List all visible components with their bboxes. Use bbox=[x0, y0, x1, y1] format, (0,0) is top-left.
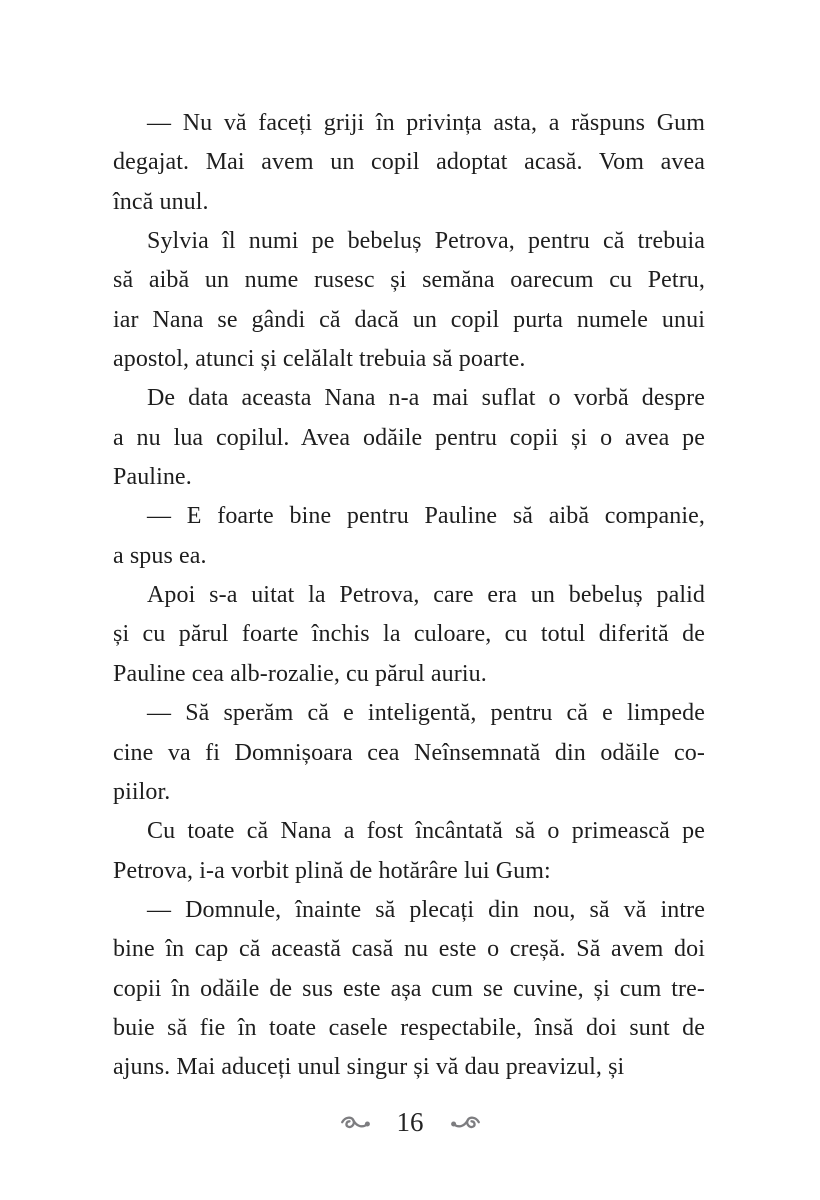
text-line: și cu părul foarte închis la culoare, cu totul diferită de bbox=[113, 621, 705, 648]
text-line: copii în odăile de sus este așa cum se cuvine, și cum tre- bbox=[113, 975, 705, 1002]
text-line: degajat. Mai avem un copil adoptat acasă. Vom avea bbox=[113, 149, 705, 176]
text-line: buie să fie în toate casele respectabile, însă doi sunt de bbox=[113, 1014, 705, 1041]
text-line: Petrova, i-a vorbit plină de hotărâre lui Gum: bbox=[113, 857, 551, 884]
text-line: bine în cap că această casă nu este o creșă. Să avem doi bbox=[113, 936, 705, 963]
text-line: — E foarte bine pentru Pauline să aibă companie, bbox=[147, 503, 705, 530]
right-flourish-ornament-icon bbox=[450, 1115, 481, 1134]
page-footer bbox=[0, 1106, 820, 1138]
left-flourish-ornament-icon bbox=[340, 1115, 371, 1134]
text-line: — Să sperăm că e inteligentă, pentru că e limpede bbox=[147, 700, 705, 727]
text-line: încă unul. bbox=[113, 188, 209, 215]
text-line: să aibă un nume rusesc și semăna oarecum cu Petru, bbox=[113, 267, 705, 294]
paragraph bbox=[113, 379, 705, 497]
text-line: Sylvia îl numi pe bebeluș Petrova, pentru că trebuia bbox=[147, 228, 705, 255]
text-line: a nu lua copilul. Avea odăile pentru copii și o avea pe bbox=[113, 424, 705, 451]
paragraph bbox=[113, 576, 705, 694]
text-line: Pauline. bbox=[113, 464, 192, 491]
paragraph bbox=[113, 497, 705, 576]
text-line: piilor. bbox=[113, 778, 171, 805]
paragraph bbox=[113, 694, 705, 812]
text-line: Cu toate că Nana a fost încântată să o primească pe bbox=[147, 818, 705, 845]
text-line: Apoi s-a uitat la Petrova, care era un bebeluș palid bbox=[147, 582, 705, 609]
text-line: cine va fi Domnișoara cea Neînsemnată din odăile co- bbox=[113, 739, 705, 766]
text-line: — Domnule, înainte să plecați din nou, să vă intre bbox=[147, 896, 705, 923]
text-line: ajuns. Mai aduceți unul singur și vă dau preavizul, și bbox=[113, 1054, 625, 1081]
text-line: apostol, atunci și celălalt trebuia să poarte. bbox=[113, 346, 526, 373]
text-line: De data aceasta Nana n-a mai suflat o vorbă despre bbox=[147, 385, 705, 412]
page-number: 16 bbox=[396, 1107, 424, 1137]
text-line: a spus ea. bbox=[113, 542, 207, 569]
text-block bbox=[113, 104, 705, 1088]
text-line: Pauline cea alb-rozalie, cu părul auriu. bbox=[113, 660, 487, 687]
paragraph bbox=[113, 222, 705, 379]
text-line: — Nu vă faceți griji în privința asta, a răspuns Gum bbox=[147, 110, 705, 136]
paragraph bbox=[113, 891, 705, 1088]
text-line: iar Nana se gândi că dacă un copil purta numele unui bbox=[113, 306, 705, 333]
paragraph bbox=[113, 104, 705, 222]
paragraph bbox=[113, 812, 705, 891]
